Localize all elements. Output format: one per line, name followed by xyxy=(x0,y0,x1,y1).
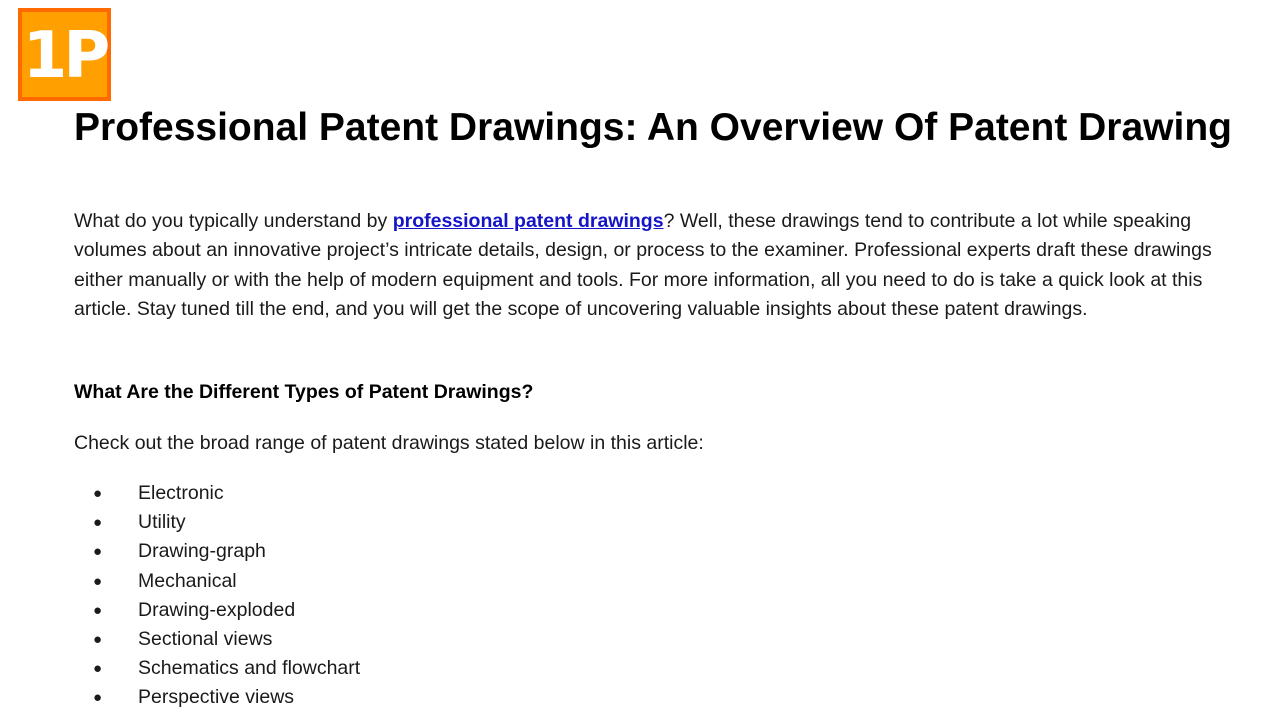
intro-text-before-link: What do you typically understand by xyxy=(74,210,393,232)
list-item-label: Perspective views xyxy=(138,686,295,709)
section-lead: Check out the broad range of patent drawings stated below in this article: xyxy=(74,432,704,454)
bullet-icon: ● xyxy=(93,630,103,648)
intro-paragraph xyxy=(74,207,1234,324)
list-item-label: Sectional views xyxy=(138,627,273,650)
bullet-icon: ● xyxy=(93,601,103,619)
bullet-icon: ● xyxy=(93,543,103,561)
section-heading: What Are the Different Types of Patent Drawings? xyxy=(74,381,534,403)
list-item-label: Drawing-graph xyxy=(138,540,266,563)
bullet-icon: ● xyxy=(93,689,103,707)
list-item-label: Electronic xyxy=(138,482,224,504)
list-item-label: Mechanical xyxy=(138,569,237,592)
bullet-icon: ● xyxy=(93,572,103,590)
list-item-label: Schematics and flowchart xyxy=(138,657,361,680)
brand-logo xyxy=(18,8,111,101)
page-title: Professional Patent Drawings: An Overview Of Patent Drawing xyxy=(74,106,1232,149)
bullet-icon: ● xyxy=(93,660,103,678)
list-item-label: Drawing-exploded xyxy=(138,598,296,621)
bullet-icon: ● xyxy=(93,514,103,532)
logo-text: 1P xyxy=(22,18,107,93)
list-item-label: Utility xyxy=(138,511,186,534)
intro-text-after-link: ? Well, these drawings tend to contribute a lot while speaking volumes about an innovative project’s intricate details, design, or process to the examiner. Professional experts draft these drawings either manually or with the help of modern equipment and tools. For more information, all you need to do is take a quick look at this article. Stay tuned till the end, and you will get the scope of uncovering valuable insights about these patent drawings. xyxy=(74,210,1212,320)
bullet-icon: ● xyxy=(93,485,103,502)
professional-patent-drawings-link[interactable]: professional patent drawings xyxy=(392,210,664,232)
